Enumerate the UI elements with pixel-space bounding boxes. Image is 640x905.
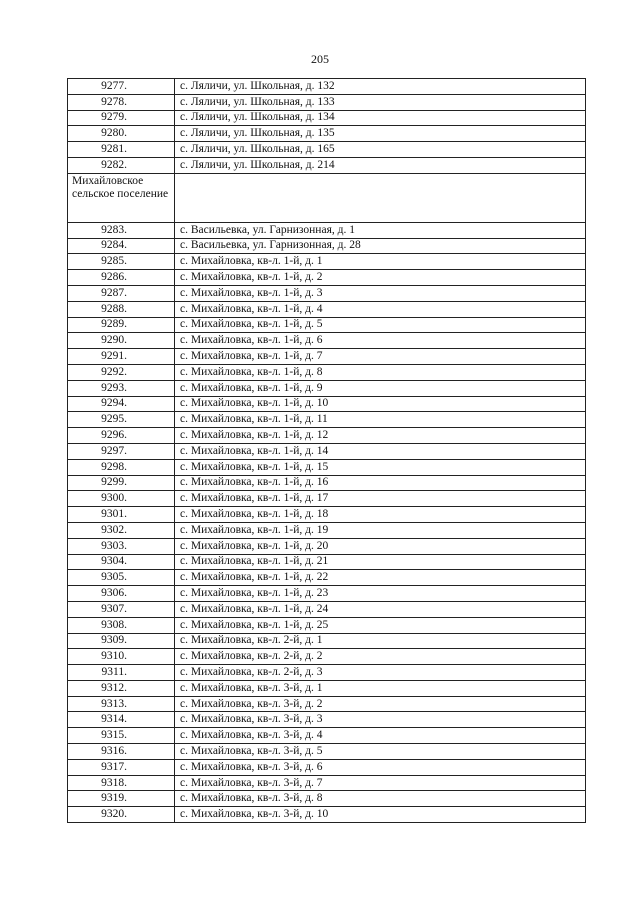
table-row <box>68 759 586 775</box>
table-row <box>68 491 586 507</box>
row-address: с. Михайловка, кв-л. 1-й, д. 8 <box>175 364 586 380</box>
section-title: Михайловское сельское поселение <box>68 173 175 222</box>
row-number: 9297. <box>68 443 175 459</box>
row-number: 9309. <box>68 633 175 649</box>
table-row <box>68 665 586 681</box>
row-number: 9316. <box>68 744 175 760</box>
section-row <box>68 173 586 222</box>
table-row <box>68 364 586 380</box>
row-address: с. Михайловка, кв-л. 3-й, д. 10 <box>175 807 586 823</box>
table-row <box>68 270 586 286</box>
page-number: 205 <box>311 52 329 66</box>
row-address: с. Ляличи, ул. Школьная, д. 134 <box>175 110 586 126</box>
table-row <box>68 349 586 365</box>
table-row <box>68 94 586 110</box>
table-row <box>68 775 586 791</box>
row-address: с. Михайловка, кв-л. 1-й, д. 17 <box>175 491 586 507</box>
row-number: 9293. <box>68 380 175 396</box>
row-number: 9295. <box>68 412 175 428</box>
table-row <box>68 554 586 570</box>
table-row <box>68 110 586 126</box>
row-address: с. Михайловка, кв-л. 1-й, д. 11 <box>175 412 586 428</box>
row-address: с. Михайловка, кв-л. 3-й, д. 2 <box>175 696 586 712</box>
table-row <box>68 285 586 301</box>
row-number: 9289. <box>68 317 175 333</box>
row-address: с. Михайловка, кв-л. 3-й, д. 4 <box>175 728 586 744</box>
row-address: с. Михайловка, кв-л. 3-й, д. 7 <box>175 775 586 791</box>
row-number: 9296. <box>68 428 175 444</box>
row-number: 9285. <box>68 254 175 270</box>
table-row <box>68 522 586 538</box>
table-row <box>68 396 586 412</box>
row-number: 9278. <box>68 94 175 110</box>
row-number: 9291. <box>68 349 175 365</box>
row-number: 9308. <box>68 617 175 633</box>
address-table-body <box>68 79 586 823</box>
row-number: 9286. <box>68 270 175 286</box>
table-row <box>68 649 586 665</box>
table-row <box>68 617 586 633</box>
row-number: 9300. <box>68 491 175 507</box>
row-number: 9301. <box>68 507 175 523</box>
row-address: с. Васильевка, ул. Гарнизонная, д. 1 <box>175 222 586 238</box>
row-address: с. Михайловка, кв-л. 1-й, д. 21 <box>175 554 586 570</box>
row-number: 9287. <box>68 285 175 301</box>
row-address: с. Михайловка, кв-л. 2-й, д. 3 <box>175 665 586 681</box>
table-row <box>68 301 586 317</box>
row-address: с. Михайловка, кв-л. 1-й, д. 15 <box>175 459 586 475</box>
table-row <box>68 157 586 173</box>
row-number: 9311. <box>68 665 175 681</box>
row-address: с. Михайловка, кв-л. 1-й, д. 7 <box>175 349 586 365</box>
row-number: 9288. <box>68 301 175 317</box>
row-number: 9306. <box>68 586 175 602</box>
row-address: с. Михайловка, кв-л. 1-й, д. 23 <box>175 586 586 602</box>
row-address: с. Михайловка, кв-л. 1-й, д. 24 <box>175 601 586 617</box>
row-address: с. Михайловка, кв-л. 3-й, д. 8 <box>175 791 586 807</box>
row-number: 9292. <box>68 364 175 380</box>
table-row <box>68 238 586 254</box>
row-number: 9284. <box>68 238 175 254</box>
table-row <box>68 570 586 586</box>
row-number: 9279. <box>68 110 175 126</box>
table-row <box>68 459 586 475</box>
row-number: 9317. <box>68 759 175 775</box>
row-number: 9283. <box>68 222 175 238</box>
row-address: с. Михайловка, кв-л. 1-й, д. 3 <box>175 285 586 301</box>
table-row <box>68 728 586 744</box>
row-number: 9319. <box>68 791 175 807</box>
row-address: с. Михайловка, кв-л. 1-й, д. 5 <box>175 317 586 333</box>
table-row <box>68 633 586 649</box>
row-address: с. Михайловка, кв-л. 1-й, д. 25 <box>175 617 586 633</box>
table-row <box>68 380 586 396</box>
row-address: с. Михайловка, кв-л. 1-й, д. 10 <box>175 396 586 412</box>
table-row <box>68 222 586 238</box>
table-row <box>68 317 586 333</box>
table-row <box>68 696 586 712</box>
row-address: с. Михайловка, кв-л. 1-й, д. 4 <box>175 301 586 317</box>
row-address: с. Михайловка, кв-л. 3-й, д. 5 <box>175 744 586 760</box>
table-row <box>68 586 586 602</box>
row-address: с. Михайловка, кв-л. 1-й, д. 2 <box>175 270 586 286</box>
row-number: 9320. <box>68 807 175 823</box>
row-address: с. Ляличи, ул. Школьная, д. 165 <box>175 142 586 158</box>
row-number: 9313. <box>68 696 175 712</box>
table-row <box>68 712 586 728</box>
table-row <box>68 412 586 428</box>
row-number: 9298. <box>68 459 175 475</box>
row-address: с. Михайловка, кв-л. 1-й, д. 14 <box>175 443 586 459</box>
row-address: с. Михайловка, кв-л. 3-й, д. 6 <box>175 759 586 775</box>
row-number: 9314. <box>68 712 175 728</box>
section-empty-cell <box>175 173 586 222</box>
row-number: 9305. <box>68 570 175 586</box>
row-address: с. Михайловка, кв-л. 1-й, д. 16 <box>175 475 586 491</box>
table-row <box>68 791 586 807</box>
row-number: 9281. <box>68 142 175 158</box>
row-address: с. Михайловка, кв-л. 1-й, д. 22 <box>175 570 586 586</box>
table-row <box>68 443 586 459</box>
row-number: 9280. <box>68 126 175 142</box>
row-number: 9290. <box>68 333 175 349</box>
row-address: с. Ляличи, ул. Школьная, д. 132 <box>175 79 586 95</box>
table-row <box>68 807 586 823</box>
row-address: с. Михайловка, кв-л. 2-й, д. 1 <box>175 633 586 649</box>
row-number: 9294. <box>68 396 175 412</box>
address-table <box>67 78 586 823</box>
table-row <box>68 428 586 444</box>
row-address: с. Ляличи, ул. Школьная, д. 135 <box>175 126 586 142</box>
row-address: с. Михайловка, кв-л. 1-й, д. 6 <box>175 333 586 349</box>
row-address: с. Ляличи, ул. Школьная, д. 214 <box>175 157 586 173</box>
row-number: 9304. <box>68 554 175 570</box>
row-number: 9299. <box>68 475 175 491</box>
table-row <box>68 538 586 554</box>
row-number: 9277. <box>68 79 175 95</box>
table-row <box>68 79 586 95</box>
row-number: 9318. <box>68 775 175 791</box>
row-address: с. Васильевка, ул. Гарнизонная, д. 28 <box>175 238 586 254</box>
table-row <box>68 507 586 523</box>
table-row <box>68 744 586 760</box>
table-row <box>68 126 586 142</box>
row-address: с. Михайловка, кв-л. 1-й, д. 12 <box>175 428 586 444</box>
row-address: с. Михайловка, кв-л. 1-й, д. 19 <box>175 522 586 538</box>
row-number: 9282. <box>68 157 175 173</box>
row-address: с. Михайловка, кв-л. 2-й, д. 2 <box>175 649 586 665</box>
row-number: 9307. <box>68 601 175 617</box>
row-address: с. Михайловка, кв-л. 1-й, д. 1 <box>175 254 586 270</box>
row-number: 9302. <box>68 522 175 538</box>
row-address: с. Михайловка, кв-л. 1-й, д. 9 <box>175 380 586 396</box>
row-address: с. Михайловка, кв-л. 1-й, д. 20 <box>175 538 586 554</box>
row-number: 9310. <box>68 649 175 665</box>
row-address: с. Михайловка, кв-л. 3-й, д. 1 <box>175 680 586 696</box>
row-number: 9303. <box>68 538 175 554</box>
row-number: 9315. <box>68 728 175 744</box>
row-address: с. Михайловка, кв-л. 3-й, д. 3 <box>175 712 586 728</box>
table-row <box>68 601 586 617</box>
row-address: с. Ляличи, ул. Школьная, д. 133 <box>175 94 586 110</box>
table-row <box>68 254 586 270</box>
table-row <box>68 333 586 349</box>
table-row <box>68 142 586 158</box>
table-row <box>68 680 586 696</box>
row-number: 9312. <box>68 680 175 696</box>
table-row <box>68 475 586 491</box>
row-address: с. Михайловка, кв-л. 1-й, д. 18 <box>175 507 586 523</box>
